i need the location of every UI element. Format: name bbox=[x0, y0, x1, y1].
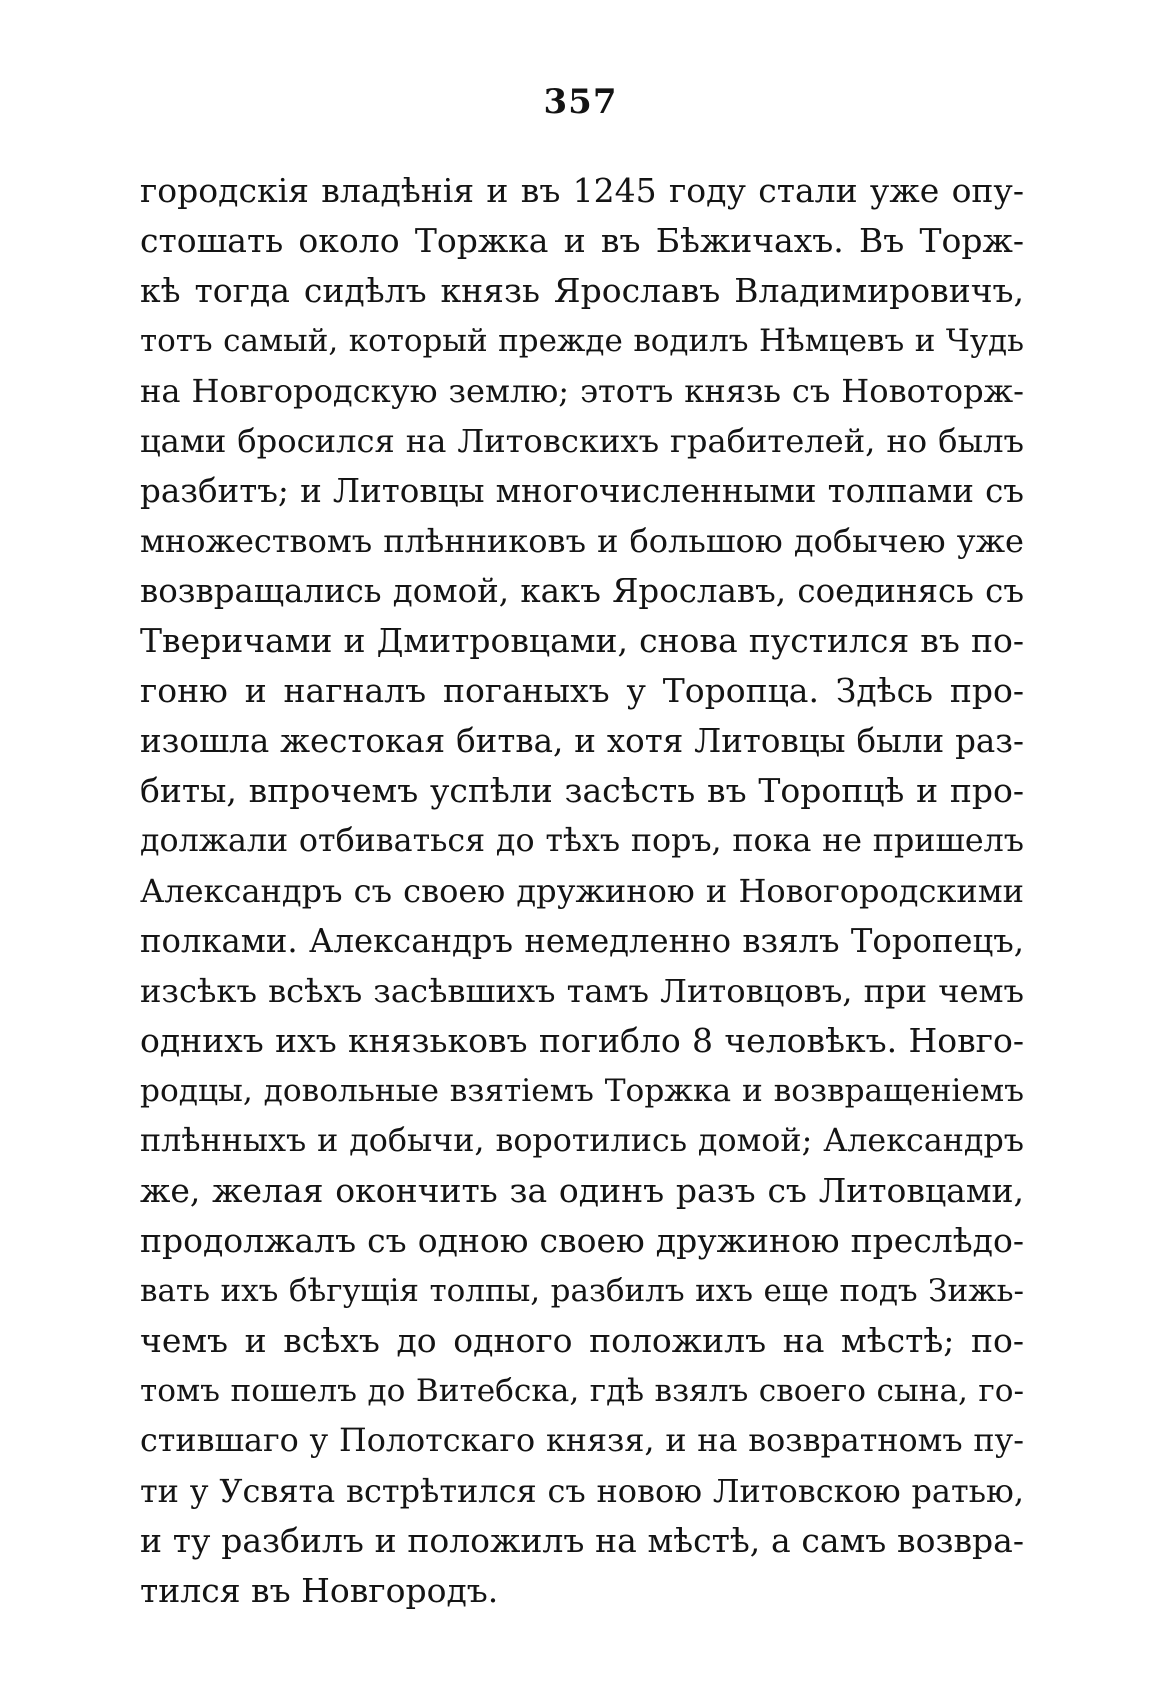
text-line: кѣ тогда сидѣлъ князь Ярославъ Владимировичъ, bbox=[140, 271, 1024, 310]
text-line: ти у Усвята встрѣтился съ новою Литовскою ратью, bbox=[140, 1472, 1024, 1510]
text-line: множествомъ плѣнниковъ и большою добычею уже bbox=[140, 522, 1024, 560]
text-line-last: тился въ Новгородъ. bbox=[140, 1571, 499, 1610]
text-line: изсѣкъ всѣхъ засѣвшихъ тамъ Литовцовъ, при чемъ bbox=[140, 972, 1024, 1010]
text-line: плѣнныхъ и добычи, воротились домой; Александръ bbox=[140, 1123, 1024, 1159]
text-line: должали отбиваться до тѣхъ поръ, пока не пришелъ bbox=[140, 823, 1024, 859]
text-line: же, желая окончить за одинъ разъ съ Литовцами, bbox=[140, 1171, 1024, 1210]
text-line: биты, впрочемъ успѣли засѣсть въ Торопцѣ и про- bbox=[140, 771, 1024, 810]
body-text bbox=[140, 166, 1024, 1616]
text-line: разбитъ; и Литовцы многочисленными толпами съ bbox=[140, 472, 1024, 510]
text-line: изошла жестокая битва, и хотя Литовцы были раз- bbox=[140, 722, 1024, 760]
text-line: вать ихъ бѣгущія толпы, разбилъ ихъ еще подъ Зижь- bbox=[140, 1273, 1024, 1309]
text-line: гоню и нагналъ поганыхъ у Торопца. Здѣсь про- bbox=[140, 671, 1024, 710]
text-line: родцы, довольные взятіемъ Торжка и возвращеніемъ bbox=[140, 1073, 1024, 1109]
text-line: продолжалъ съ одною своею дружиною преслѣдо- bbox=[140, 1221, 1024, 1260]
text-line: Александръ съ своею дружиною и Новогородскими bbox=[140, 872, 1024, 910]
text-line: томъ пошелъ до Витебска, гдѣ взялъ своего сына, го- bbox=[140, 1373, 1024, 1409]
text-line: Тверичами и Дмитровцами, снова пустился въ по- bbox=[140, 621, 1024, 660]
text-line: чемъ и всѣхъ до одного положилъ на мѣстѣ; по- bbox=[140, 1321, 1024, 1360]
text-line: полками. Александръ немедленно взялъ Торопецъ, bbox=[140, 922, 1024, 960]
text-line: цами бросился на Литовскихъ грабителей, но былъ bbox=[140, 422, 1024, 460]
text-line: тотъ самый, который прежде водилъ Нѣмцевъ и Чудь bbox=[140, 323, 1024, 359]
page-number: 357 bbox=[543, 82, 618, 122]
text-line: возвращались домой, какъ Ярославъ, соединясь съ bbox=[140, 572, 1024, 610]
text-line: и ту разбилъ и положилъ на мѣстѣ, а самъ возвра- bbox=[140, 1521, 1024, 1560]
text-line: городскія владѣнія и въ 1245 году стали уже опу- bbox=[140, 171, 1024, 210]
text-line: однихъ ихъ князьковъ погибло 8 человѣкъ. Новго- bbox=[140, 1021, 1024, 1060]
text-line: на Новгородскую землю; этотъ князь съ Новоторж- bbox=[140, 372, 1024, 410]
text-line: стошать около Торжка и въ Бѣжичахъ. Въ Торж- bbox=[140, 221, 1024, 260]
text-line: стившаго у Полотскаго князя, и на возвратномъ пу- bbox=[140, 1422, 1024, 1459]
